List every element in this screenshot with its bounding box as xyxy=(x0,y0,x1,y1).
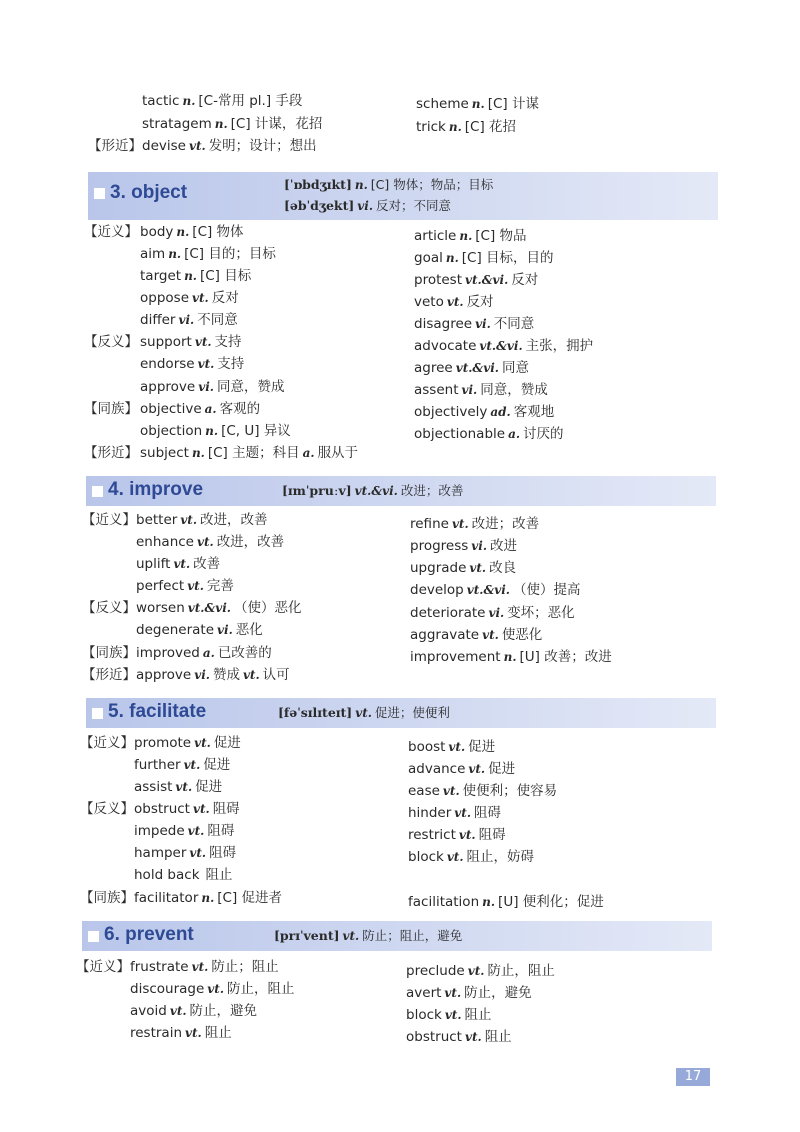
headword: 6. prevent xyxy=(104,924,194,945)
entry-line: differ vi. 不同意 xyxy=(140,312,238,328)
tag-near: 【近义】 xyxy=(84,224,138,240)
entry-line: avoid vt. 防止，避免 xyxy=(130,1003,258,1019)
entry-line: oppose vt. 反对 xyxy=(140,290,239,306)
tag-anti: 【反义】 xyxy=(80,801,134,817)
page-number: 17 xyxy=(676,1068,710,1086)
tag-near: 【近义】 xyxy=(82,512,136,528)
entry-line: assist vt. 促进 xyxy=(134,779,223,795)
section-header-facilitate xyxy=(86,698,716,728)
entry-line: assent vi. 同意，赞成 xyxy=(414,382,548,398)
entry-line: upgrade vt. 改良 xyxy=(410,560,517,576)
entry-line: improvement n. [U] 改善；改进 xyxy=(410,649,612,665)
entry-line: avert vt. 防止，避免 xyxy=(406,985,532,1001)
entry-line: restrict vt. 阻碍 xyxy=(408,827,506,843)
entry-line: restrain vt. 阻止 xyxy=(130,1025,232,1041)
entry-line: hamper vt. 阻碍 xyxy=(134,845,237,861)
entry-line: deteriorate vi. 变坏；恶化 xyxy=(410,605,575,621)
square-bullet-icon xyxy=(94,188,105,199)
entry-line: block vt. 阻止 xyxy=(406,1007,492,1023)
entry-line: obstruct vt. 阻止 xyxy=(406,1029,512,1045)
entry-line: support vt. 支持 xyxy=(140,334,242,350)
entry-line: uplift vt. 改善 xyxy=(136,556,221,572)
entry-line: ease vt. 使便利；使容易 xyxy=(408,783,558,799)
entry-line: develop vt.&vi. （使）提高 xyxy=(410,582,581,598)
square-bullet-icon xyxy=(88,931,99,942)
entry-line: better vt. 改进，改善 xyxy=(136,512,268,528)
entry-line: advance vt. 促进 xyxy=(408,761,516,777)
entry-line: aggravate vt. 使恶化 xyxy=(410,627,543,643)
entry-line: hinder vt. 阻碍 xyxy=(408,805,501,821)
tag-form: 【形近】 xyxy=(84,445,138,461)
section-header-improve xyxy=(86,476,716,506)
entry-line: progress vi. 改进 xyxy=(410,538,517,554)
entry-line: facilitator n. [C] 促进者 xyxy=(134,890,283,906)
entry-line: article n. [C] 物品 xyxy=(414,228,527,244)
entry-line: objectively ad. 客观地 xyxy=(414,404,555,420)
square-bullet-icon xyxy=(92,708,103,719)
tag-form: 【形近】 xyxy=(88,138,142,154)
entry-line: worsen vt.&vi. （使）恶化 xyxy=(136,600,302,616)
entry-line: impede vt. 阻碍 xyxy=(134,823,235,839)
tag-family: 【同族】 xyxy=(84,401,138,417)
section-header-object xyxy=(88,172,718,220)
entry-line: goal n. [C] 目标，目的 xyxy=(414,250,554,266)
entry-line: promote vt. 促进 xyxy=(134,735,241,751)
entry-line: degenerate vi. 恶化 xyxy=(136,622,263,638)
entry-line: trick n. [C] 花招 xyxy=(416,119,517,135)
headword: 5. facilitate xyxy=(108,701,207,722)
square-bullet-icon xyxy=(92,486,103,497)
entry-line: veto vt. 反对 xyxy=(414,294,494,310)
entry-line: aim n. [C] 目的；目标 xyxy=(140,246,276,262)
tag-near: 【近义】 xyxy=(76,959,130,975)
entry-line: body n. [C] 物体 xyxy=(140,224,244,240)
entry-line: discourage vt. 防止，阻止 xyxy=(130,981,295,997)
entry-line: protest vt.&vi. 反对 xyxy=(414,272,539,288)
entry-line: obstruct vt. 阻碍 xyxy=(134,801,240,817)
pronunciation-line: [ɪmˈpruːv] vt.&vi. 改进；改善 xyxy=(282,483,464,498)
pronunciation-line: [fəˈsɪlɪteɪt] vt. 促进；使便利 xyxy=(278,705,450,720)
section-header-prevent xyxy=(82,921,712,951)
pronunciation-line: [əbˈdʒekt] vi. 反对；不同意 xyxy=(284,198,452,213)
tag-family: 【同族】 xyxy=(80,890,134,906)
entry-line: enhance vt. 改进，改善 xyxy=(136,534,285,550)
entry-line: refine vt. 改进；改善 xyxy=(410,516,540,532)
tag-anti: 【反义】 xyxy=(82,600,136,616)
entry-line: objection n. [C, U] 异议 xyxy=(140,423,291,439)
pronunciation-line: [ˈɒbdʒɪkt] n. [C] 物体；物品；目标 xyxy=(284,177,494,192)
entry-line: further vt. 促进 xyxy=(134,757,231,773)
entry-line: objectionable a. 讨厌的 xyxy=(414,426,564,442)
entry-line: approve vi. 赞成 vt. 认可 xyxy=(136,667,290,683)
entry-line: tactic n. [C-常用 pl.] 手段 xyxy=(142,93,303,109)
entry-line: disagree vi. 不同意 xyxy=(414,316,535,332)
entry-line: scheme n. [C] 计谋 xyxy=(416,96,539,112)
entry-line: endorse vt. 支持 xyxy=(140,356,245,372)
tag-near: 【近义】 xyxy=(80,735,134,751)
entry-line: improved a. 已改善的 xyxy=(136,645,272,661)
entry-line: hold back 阻止 xyxy=(134,867,233,883)
entry-line: perfect vt. 完善 xyxy=(136,578,234,594)
entry-line: frustrate vt. 防止；阻止 xyxy=(130,959,279,975)
tag-family: 【同族】 xyxy=(82,645,136,661)
pronunciation-line: [prɪˈvent] vt. 防止；阻止，避免 xyxy=(274,928,463,943)
headword: 4. improve xyxy=(108,479,204,500)
entry-line: block vt. 阻止，妨碍 xyxy=(408,849,535,865)
entry-line: agree vt.&vi. 同意 xyxy=(414,360,529,376)
entry-line: boost vt. 促进 xyxy=(408,739,496,755)
entry-line: approve vi. 同意，赞成 xyxy=(140,379,285,395)
entry-line: stratagem n. [C] 计谋，花招 xyxy=(142,116,323,132)
headword: 3. object xyxy=(110,182,188,203)
entry-line: facilitation n. [U] 便利化；促进 xyxy=(408,894,604,910)
entry-line: advocate vt.&vi. 主张，拥护 xyxy=(414,338,594,354)
tag-form: 【形近】 xyxy=(82,667,136,683)
entry-line: objective a. 客观的 xyxy=(140,401,261,417)
entry-line: target n. [C] 目标 xyxy=(140,268,252,284)
entry-line: preclude vt. 防止，阻止 xyxy=(406,963,555,979)
tag-anti: 【反义】 xyxy=(84,334,138,350)
entry-line: devise vt. 发明；设计；想出 xyxy=(142,138,317,154)
entry-line: subject n. [C] 主题；科目 a. 服从于 xyxy=(140,445,359,461)
